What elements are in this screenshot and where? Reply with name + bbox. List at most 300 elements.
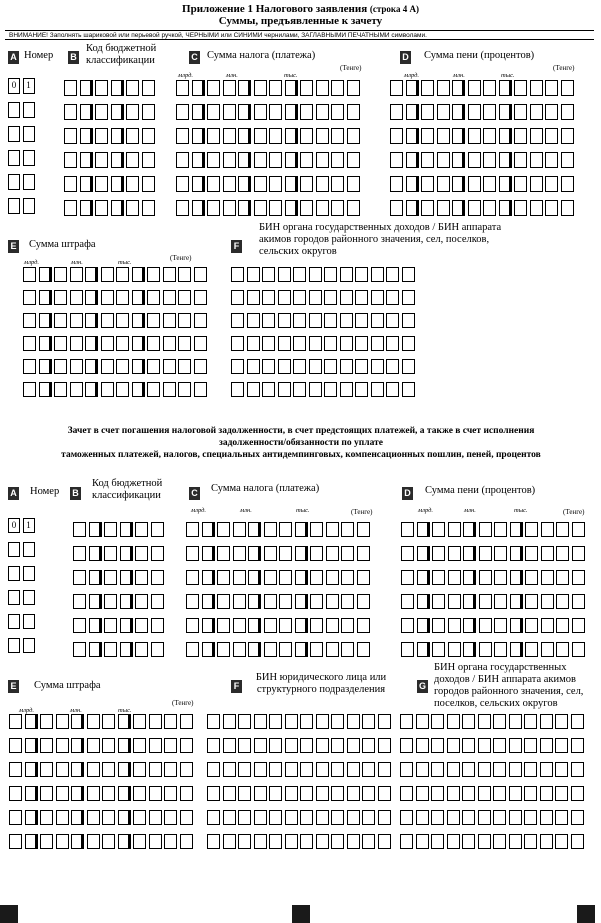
section1-tax-sum-cell[interactable] — [207, 128, 220, 144]
section2-bin-revenue-cell[interactable] — [416, 762, 429, 777]
section1-fine-cell[interactable] — [194, 267, 207, 282]
section2-bin-revenue-cell[interactable] — [509, 738, 522, 753]
section2-kbk-cell[interactable] — [89, 570, 102, 585]
section2-fine-cell[interactable] — [56, 810, 69, 825]
section1-tax-sum-cell[interactable] — [238, 80, 251, 96]
section2-tax-sum-cell[interactable] — [202, 594, 215, 609]
section2-bin-revenue-cell[interactable] — [400, 786, 413, 801]
section1-fine-cell[interactable] — [39, 313, 52, 328]
section2-kbk-cell[interactable] — [135, 522, 148, 537]
section1-fine-cell[interactable] — [178, 290, 191, 305]
section1-tax-sum-cell[interactable] — [192, 200, 205, 216]
section2-bin-revenue-cell[interactable] — [416, 810, 429, 825]
section2-kbk-cell[interactable] — [89, 618, 102, 633]
section1-tax-sum-cell[interactable] — [254, 200, 267, 216]
section1-penalty-cell[interactable] — [499, 80, 512, 96]
section2-fine-cell[interactable] — [102, 762, 115, 777]
section2-bin-legal-cell[interactable] — [378, 810, 391, 825]
section2-bin-legal-cell[interactable] — [269, 810, 282, 825]
section1-fine-cell[interactable] — [147, 313, 160, 328]
section1-tax-sum-cell[interactable] — [207, 200, 220, 216]
section2-bin-legal-cell[interactable] — [362, 738, 375, 753]
section2-fine-cell[interactable] — [71, 762, 84, 777]
section1-number-cell[interactable] — [8, 174, 20, 190]
section2-kbk-cell[interactable] — [151, 618, 164, 633]
section2-fine-cell[interactable] — [71, 738, 84, 753]
section2-fine-cell[interactable] — [118, 762, 131, 777]
section1-fine-cell[interactable] — [39, 290, 52, 305]
section1-tax-sum-cell[interactable] — [207, 80, 220, 96]
section1-number-cell[interactable] — [8, 198, 20, 214]
section1-tax-sum-cell[interactable] — [238, 104, 251, 120]
section2-tax-sum-cell[interactable] — [264, 570, 277, 585]
section2-fine-cell[interactable] — [133, 834, 146, 849]
section2-bin-revenue-cell[interactable] — [462, 714, 475, 729]
section1-tax-sum-cell[interactable] — [176, 152, 189, 168]
section2-bin-legal-cell[interactable] — [254, 834, 267, 849]
section2-fine-cell[interactable] — [133, 738, 146, 753]
section1-tax-sum-cell[interactable] — [285, 200, 298, 216]
section2-bin-legal-cell[interactable] — [378, 834, 391, 849]
section2-bin-legal-cell[interactable] — [285, 762, 298, 777]
section1-tax-sum-cell[interactable] — [269, 152, 282, 168]
section1-kbk-cell[interactable] — [64, 152, 77, 168]
section2-kbk-cell[interactable] — [120, 594, 133, 609]
section2-tax-sum-cell[interactable] — [217, 522, 230, 537]
section2-tax-sum-cell[interactable] — [341, 570, 354, 585]
section2-number-cell[interactable] — [8, 614, 20, 629]
section2-tax-sum-cell[interactable] — [202, 642, 215, 657]
section2-bin-legal-cell[interactable] — [254, 786, 267, 801]
section2-tax-sum-cell[interactable] — [341, 546, 354, 561]
section2-kbk-cell[interactable] — [89, 522, 102, 537]
section2-penalty-cell[interactable] — [541, 570, 554, 585]
section1-penalty-cell[interactable] — [499, 128, 512, 144]
section1-fine-cell[interactable] — [116, 267, 129, 282]
section2-bin-legal-cell[interactable] — [331, 762, 344, 777]
section1-bin-revenue-cell[interactable] — [386, 382, 399, 397]
section1-penalty-cell[interactable] — [545, 200, 558, 216]
section1-tax-sum-cell[interactable] — [238, 152, 251, 168]
section2-penalty-cell[interactable] — [556, 642, 569, 657]
section2-bin-revenue-cell[interactable] — [431, 762, 444, 777]
section1-tax-sum-cell[interactable] — [223, 200, 236, 216]
section2-bin-legal-cell[interactable] — [362, 786, 375, 801]
section2-bin-legal-cell[interactable] — [347, 714, 360, 729]
section2-fine-cell[interactable] — [149, 762, 162, 777]
section1-number-cell[interactable] — [23, 126, 35, 142]
section2-penalty-cell[interactable] — [463, 618, 476, 633]
section1-kbk-cell[interactable] — [126, 128, 139, 144]
section1-tax-sum-cell[interactable] — [254, 176, 267, 192]
section1-penalty-cell[interactable] — [483, 200, 496, 216]
section2-fine-cell[interactable] — [87, 762, 100, 777]
section2-bin-revenue-cell[interactable] — [555, 714, 568, 729]
section1-bin-revenue-cell[interactable] — [293, 267, 306, 282]
section1-tax-sum-cell[interactable] — [254, 80, 267, 96]
section2-bin-legal-cell[interactable] — [207, 810, 220, 825]
section1-bin-revenue-cell[interactable] — [247, 382, 260, 397]
section2-penalty-cell[interactable] — [432, 522, 445, 537]
section1-tax-sum-cell[interactable] — [223, 104, 236, 120]
section2-kbk-cell[interactable] — [104, 522, 117, 537]
section2-kbk-cell[interactable] — [151, 546, 164, 561]
section1-tax-sum-cell[interactable] — [347, 152, 360, 168]
section2-fine-cell[interactable] — [149, 738, 162, 753]
section2-penalty-cell[interactable] — [541, 618, 554, 633]
section2-fine-cell[interactable] — [180, 786, 193, 801]
section2-penalty-cell[interactable] — [572, 570, 585, 585]
section1-fine-cell[interactable] — [85, 313, 98, 328]
section2-kbk-cell[interactable] — [151, 570, 164, 585]
section1-bin-revenue-cell[interactable] — [371, 313, 384, 328]
section1-bin-revenue-cell[interactable] — [402, 267, 415, 282]
section1-tax-sum-cell[interactable] — [223, 152, 236, 168]
section1-penalty-cell[interactable] — [452, 128, 465, 144]
section1-kbk-cell[interactable] — [142, 80, 155, 96]
section2-fine-cell[interactable] — [164, 762, 177, 777]
section1-tax-sum-cell[interactable] — [223, 176, 236, 192]
section1-penalty-cell[interactable] — [514, 128, 527, 144]
section2-fine-cell[interactable] — [102, 714, 115, 729]
section1-bin-revenue-cell[interactable] — [309, 290, 322, 305]
section1-penalty-cell[interactable] — [437, 104, 450, 120]
section2-tax-sum-cell[interactable] — [310, 570, 323, 585]
section1-fine-cell[interactable] — [132, 336, 145, 351]
section1-penalty-cell[interactable] — [483, 176, 496, 192]
section2-bin-revenue-cell[interactable] — [524, 786, 537, 801]
section1-fine-cell[interactable] — [163, 313, 176, 328]
section2-bin-revenue-cell[interactable] — [493, 786, 506, 801]
section1-tax-sum-cell[interactable] — [347, 200, 360, 216]
section1-bin-revenue-cell[interactable] — [262, 267, 275, 282]
section2-bin-revenue-cell[interactable] — [540, 786, 553, 801]
section1-tax-sum-cell[interactable] — [316, 104, 329, 120]
section2-bin-legal-cell[interactable] — [362, 810, 375, 825]
section1-kbk-cell[interactable] — [64, 200, 77, 216]
section2-bin-revenue-cell[interactable] — [509, 714, 522, 729]
section1-tax-sum-cell[interactable] — [331, 104, 344, 120]
section2-fine-cell[interactable] — [102, 834, 115, 849]
section2-tax-sum-cell[interactable] — [310, 522, 323, 537]
section2-tax-sum-cell[interactable] — [186, 522, 199, 537]
section2-fine-cell[interactable] — [102, 810, 115, 825]
section2-fine-cell[interactable] — [133, 810, 146, 825]
section2-penalty-cell[interactable] — [525, 642, 538, 657]
section1-bin-revenue-cell[interactable] — [340, 359, 353, 374]
section2-tax-sum-cell[interactable] — [341, 594, 354, 609]
section2-tax-sum-cell[interactable] — [217, 570, 230, 585]
section1-fine-cell[interactable] — [194, 336, 207, 351]
section2-penalty-cell[interactable] — [479, 642, 492, 657]
section1-fine-cell[interactable] — [85, 290, 98, 305]
section1-kbk-cell[interactable] — [111, 152, 124, 168]
section2-tax-sum-cell[interactable] — [295, 570, 308, 585]
section1-fine-cell[interactable] — [163, 336, 176, 351]
section2-fine-cell[interactable] — [56, 714, 69, 729]
section1-bin-revenue-cell[interactable] — [402, 359, 415, 374]
section2-tax-sum-cell[interactable] — [326, 594, 339, 609]
section1-kbk-cell[interactable] — [142, 128, 155, 144]
section2-fine-cell[interactable] — [180, 834, 193, 849]
section2-penalty-cell[interactable] — [541, 522, 554, 537]
section1-kbk-cell[interactable] — [142, 200, 155, 216]
section1-kbk-cell[interactable] — [80, 128, 93, 144]
section2-tax-sum-cell[interactable] — [279, 570, 292, 585]
section1-tax-sum-cell[interactable] — [223, 80, 236, 96]
section1-tax-sum-cell[interactable] — [176, 176, 189, 192]
section2-penalty-cell[interactable] — [432, 546, 445, 561]
section2-bin-revenue-cell[interactable] — [509, 810, 522, 825]
section2-fine-cell[interactable] — [71, 834, 84, 849]
section2-tax-sum-cell[interactable] — [357, 570, 370, 585]
section1-fine-cell[interactable] — [70, 336, 83, 351]
section2-bin-legal-cell[interactable] — [269, 714, 282, 729]
section1-penalty-cell[interactable] — [483, 152, 496, 168]
section1-fine-cell[interactable] — [194, 313, 207, 328]
section1-fine-cell[interactable] — [178, 359, 191, 374]
section1-kbk-cell[interactable] — [142, 104, 155, 120]
section1-tax-sum-cell[interactable] — [176, 104, 189, 120]
section2-penalty-cell[interactable] — [572, 546, 585, 561]
section2-penalty-cell[interactable] — [541, 594, 554, 609]
section1-kbk-cell[interactable] — [111, 80, 124, 96]
section2-kbk-cell[interactable] — [104, 642, 117, 657]
section1-kbk-cell[interactable] — [111, 104, 124, 120]
section2-penalty-cell[interactable] — [525, 546, 538, 561]
section1-penalty-cell[interactable] — [390, 176, 403, 192]
section1-penalty-cell[interactable] — [499, 152, 512, 168]
section2-penalty-cell[interactable] — [510, 594, 523, 609]
section1-bin-revenue-cell[interactable] — [231, 313, 244, 328]
section1-fine-cell[interactable] — [101, 336, 114, 351]
section1-penalty-cell[interactable] — [483, 80, 496, 96]
section2-fine-cell[interactable] — [164, 810, 177, 825]
section2-bin-legal-cell[interactable] — [331, 786, 344, 801]
section2-bin-revenue-cell[interactable] — [400, 714, 413, 729]
section2-bin-legal-cell[interactable] — [269, 786, 282, 801]
section1-bin-revenue-cell[interactable] — [386, 336, 399, 351]
section2-bin-revenue-cell[interactable] — [571, 786, 584, 801]
section2-fine-cell[interactable] — [25, 810, 38, 825]
section2-bin-legal-cell[interactable] — [238, 762, 251, 777]
section2-kbk-cell[interactable] — [135, 642, 148, 657]
section2-bin-legal-cell[interactable] — [331, 810, 344, 825]
section1-kbk-cell[interactable] — [95, 176, 108, 192]
section2-fine-cell[interactable] — [87, 738, 100, 753]
section1-penalty-cell[interactable] — [530, 80, 543, 96]
section2-kbk-cell[interactable] — [73, 642, 86, 657]
section2-penalty-cell[interactable] — [525, 618, 538, 633]
section2-bin-legal-cell[interactable] — [378, 738, 391, 753]
section1-bin-revenue-cell[interactable] — [262, 359, 275, 374]
section1-penalty-cell[interactable] — [406, 104, 419, 120]
section1-fine-cell[interactable] — [116, 290, 129, 305]
section2-penalty-cell[interactable] — [448, 642, 461, 657]
section2-bin-legal-cell[interactable] — [207, 762, 220, 777]
section2-bin-revenue-cell[interactable] — [555, 834, 568, 849]
section2-fine-cell[interactable] — [71, 810, 84, 825]
section2-penalty-cell[interactable] — [432, 642, 445, 657]
section2-fine-cell[interactable] — [149, 810, 162, 825]
section2-penalty-cell[interactable] — [572, 522, 585, 537]
section2-bin-revenue-cell[interactable] — [540, 738, 553, 753]
section1-fine-cell[interactable] — [116, 336, 129, 351]
section1-fine-cell[interactable] — [23, 267, 36, 282]
section1-fine-cell[interactable] — [178, 336, 191, 351]
section1-kbk-cell[interactable] — [95, 200, 108, 216]
section2-tax-sum-cell[interactable] — [233, 618, 246, 633]
section2-tax-sum-cell[interactable] — [248, 522, 261, 537]
section1-bin-revenue-cell[interactable] — [371, 359, 384, 374]
section2-fine-cell[interactable] — [25, 738, 38, 753]
section1-tax-sum-cell[interactable] — [285, 104, 298, 120]
section1-fine-cell[interactable] — [70, 290, 83, 305]
section1-penalty-cell[interactable] — [514, 80, 527, 96]
section2-bin-legal-cell[interactable] — [223, 834, 236, 849]
section2-penalty-cell[interactable] — [556, 570, 569, 585]
section1-bin-revenue-cell[interactable] — [402, 336, 415, 351]
section2-fine-cell[interactable] — [133, 714, 146, 729]
section2-tax-sum-cell[interactable] — [295, 522, 308, 537]
section2-tax-sum-cell[interactable] — [310, 546, 323, 561]
section2-bin-revenue-cell[interactable] — [509, 786, 522, 801]
section2-fine-cell[interactable] — [40, 810, 53, 825]
section2-bin-legal-cell[interactable] — [316, 810, 329, 825]
section2-bin-legal-cell[interactable] — [238, 786, 251, 801]
section2-tax-sum-cell[interactable] — [217, 594, 230, 609]
section1-fine-cell[interactable] — [194, 382, 207, 397]
section2-kbk-cell[interactable] — [120, 570, 133, 585]
section2-bin-revenue-cell[interactable] — [447, 834, 460, 849]
section1-bin-revenue-cell[interactable] — [278, 336, 291, 351]
section1-penalty-cell[interactable] — [390, 80, 403, 96]
section2-penalty-cell[interactable] — [525, 522, 538, 537]
section2-tax-sum-cell[interactable] — [202, 570, 215, 585]
section2-bin-legal-cell[interactable] — [207, 834, 220, 849]
section2-tax-sum-cell[interactable] — [326, 546, 339, 561]
section1-bin-revenue-cell[interactable] — [231, 290, 244, 305]
section1-kbk-cell[interactable] — [80, 104, 93, 120]
section1-tax-sum-cell[interactable] — [192, 176, 205, 192]
section1-tax-sum-cell[interactable] — [316, 176, 329, 192]
section2-penalty-cell[interactable] — [417, 618, 430, 633]
section2-fine-cell[interactable] — [87, 786, 100, 801]
section1-bin-revenue-cell[interactable] — [231, 382, 244, 397]
section1-tax-sum-cell[interactable] — [207, 104, 220, 120]
section2-penalty-cell[interactable] — [572, 618, 585, 633]
section2-tax-sum-cell[interactable] — [326, 618, 339, 633]
section2-kbk-cell[interactable] — [104, 618, 117, 633]
section1-number-cell[interactable] — [23, 102, 35, 118]
section2-kbk-cell[interactable] — [135, 570, 148, 585]
section1-fine-cell[interactable] — [54, 290, 67, 305]
section2-bin-legal-cell[interactable] — [300, 738, 313, 753]
section2-bin-legal-cell[interactable] — [378, 786, 391, 801]
section2-penalty-cell[interactable] — [556, 594, 569, 609]
section2-fine-cell[interactable] — [40, 762, 53, 777]
section1-bin-revenue-cell[interactable] — [262, 290, 275, 305]
section2-fine-cell[interactable] — [164, 834, 177, 849]
section1-penalty-cell[interactable] — [561, 80, 574, 96]
section1-kbk-cell[interactable] — [64, 80, 77, 96]
section2-bin-legal-cell[interactable] — [331, 738, 344, 753]
section2-fine-cell[interactable] — [9, 834, 22, 849]
section2-kbk-cell[interactable] — [151, 642, 164, 657]
section2-penalty-cell[interactable] — [510, 618, 523, 633]
section1-kbk-cell[interactable] — [111, 200, 124, 216]
section1-kbk-cell[interactable] — [126, 176, 139, 192]
section2-kbk-cell[interactable] — [73, 546, 86, 561]
section2-bin-revenue-cell[interactable] — [555, 810, 568, 825]
section2-tax-sum-cell[interactable] — [310, 594, 323, 609]
section1-penalty-cell[interactable] — [483, 128, 496, 144]
section1-kbk-cell[interactable] — [95, 104, 108, 120]
section2-bin-legal-cell[interactable] — [269, 762, 282, 777]
section2-bin-revenue-cell[interactable] — [555, 762, 568, 777]
section1-penalty-cell[interactable] — [530, 176, 543, 192]
section1-fine-cell[interactable] — [39, 267, 52, 282]
section1-kbk-cell[interactable] — [80, 200, 93, 216]
section1-bin-revenue-cell[interactable] — [231, 267, 244, 282]
section2-kbk-cell[interactable] — [104, 570, 117, 585]
section1-number-cell[interactable] — [23, 198, 35, 214]
section2-bin-revenue-cell[interactable] — [509, 762, 522, 777]
section1-kbk-cell[interactable] — [142, 176, 155, 192]
section2-fine-cell[interactable] — [40, 834, 53, 849]
section2-fine-cell[interactable] — [9, 762, 22, 777]
section1-fine-cell[interactable] — [147, 382, 160, 397]
section2-number-cell[interactable] — [8, 542, 20, 557]
section1-bin-revenue-cell[interactable] — [402, 290, 415, 305]
section2-tax-sum-cell[interactable] — [341, 642, 354, 657]
section1-bin-revenue-cell[interactable] — [402, 313, 415, 328]
section1-tax-sum-cell[interactable] — [269, 200, 282, 216]
section2-bin-legal-cell[interactable] — [285, 738, 298, 753]
section2-bin-revenue-cell[interactable] — [462, 762, 475, 777]
section1-bin-revenue-cell[interactable] — [340, 290, 353, 305]
section2-bin-revenue-cell[interactable] — [447, 714, 460, 729]
section2-tax-sum-cell[interactable] — [186, 570, 199, 585]
section2-bin-legal-cell[interactable] — [300, 834, 313, 849]
section1-bin-revenue-cell[interactable] — [278, 267, 291, 282]
section1-penalty-cell[interactable] — [468, 200, 481, 216]
section1-number-cell[interactable] — [8, 126, 20, 142]
section2-fine-cell[interactable] — [40, 738, 53, 753]
section1-penalty-cell[interactable] — [561, 200, 574, 216]
section1-penalty-cell[interactable] — [545, 152, 558, 168]
section1-tax-sum-cell[interactable] — [300, 80, 313, 96]
section2-bin-revenue-cell[interactable] — [524, 834, 537, 849]
section2-penalty-cell[interactable] — [541, 546, 554, 561]
section2-kbk-cell[interactable] — [151, 594, 164, 609]
section1-penalty-cell[interactable] — [452, 104, 465, 120]
section2-bin-legal-cell[interactable] — [269, 738, 282, 753]
section2-tax-sum-cell[interactable] — [310, 642, 323, 657]
section1-bin-revenue-cell[interactable] — [340, 336, 353, 351]
section2-bin-revenue-cell[interactable] — [447, 738, 460, 753]
section2-penalty-cell[interactable] — [401, 546, 414, 561]
section1-fine-cell[interactable] — [147, 267, 160, 282]
section2-bin-revenue-cell[interactable] — [431, 810, 444, 825]
section1-tax-sum-cell[interactable] — [269, 128, 282, 144]
section2-kbk-cell[interactable] — [104, 594, 117, 609]
section2-bin-revenue-cell[interactable] — [540, 714, 553, 729]
section2-tax-sum-cell[interactable] — [279, 594, 292, 609]
section2-bin-legal-cell[interactable] — [347, 786, 360, 801]
section1-fine-cell[interactable] — [85, 336, 98, 351]
section2-number-cell[interactable] — [8, 590, 20, 605]
